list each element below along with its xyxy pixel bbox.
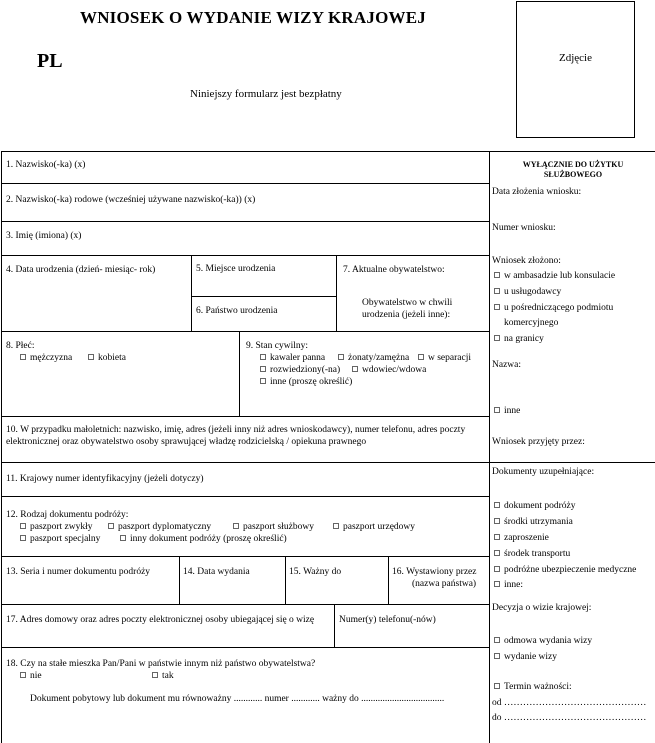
service-doc-insurance[interactable]: podróżne ubezpieczenie medyczne	[494, 564, 636, 576]
service-dec-issued[interactable]: wydanie wizy	[494, 651, 557, 663]
civil-separated-option[interactable]: w separacji	[418, 352, 471, 364]
checkbox-icon[interactable]	[20, 523, 26, 529]
application-form	[1, 151, 655, 743]
service-doc-transport[interactable]: środek transportu	[494, 548, 570, 560]
field-national-id[interactable]: 11. Krajowy numer identyfikacyjny (jeżeli dotyczy)	[6, 474, 204, 484]
field-place-of-birth[interactable]: 5. Miejsce urodzenia	[196, 264, 276, 274]
checkbox-icon[interactable]	[88, 354, 94, 360]
service-validity-to[interactable]: do ………………………………………	[492, 713, 647, 723]
doc-diplomatic-passport-option[interactable]: paszport dyplomatyczny	[108, 521, 211, 533]
checkbox-icon[interactable]	[494, 637, 500, 643]
service-sub-embassy[interactable]: w ambasadzie lub konsulacie	[494, 270, 615, 282]
service-heading-2: SŁUŻBOWEGO	[543, 170, 603, 179]
residence-no-option[interactable]: nie	[20, 670, 42, 682]
checkbox-icon[interactable]	[260, 366, 266, 372]
service-docs-label: Dokumenty uzupełniające:	[492, 467, 595, 477]
checkbox-icon[interactable]	[260, 378, 266, 384]
field-issued-by[interactable]: 16. Wystawiony przez	[392, 567, 477, 577]
field-nationality-at-birth-label-2: urodzenia (jeżeli inne):	[362, 310, 451, 320]
checkbox-icon[interactable]	[494, 581, 500, 587]
service-name-label: Nazwa:	[492, 360, 522, 370]
field-date-of-birth[interactable]: 4. Data urodzenia (dzień- miesiąc- rok)	[6, 265, 156, 275]
field-travel-document-type: 12. Rodzaj dokumentu podróży:	[6, 510, 129, 520]
field-civil-status: 9. Stan cywilny:	[246, 341, 309, 351]
form-title: WNIOSEK O WYDANIE WIZY KRAJOWEJ	[80, 8, 426, 27]
field-sex: 8. Płeć:	[6, 341, 35, 351]
field-home-address[interactable]: 17. Adres domowy oraz adres poczty elektronicznej osoby ubiegającej się o wizę	[6, 615, 315, 625]
checkbox-icon[interactable]	[338, 354, 344, 360]
checkbox-icon[interactable]	[333, 523, 339, 529]
civil-married-option[interactable]: żonaty/zamężna	[338, 352, 409, 364]
service-decision-label: Decyzja o wizie krajowej:	[492, 603, 592, 613]
service-sub-other[interactable]: inne	[494, 405, 520, 417]
checkbox-icon[interactable]	[108, 523, 114, 529]
service-validity-from[interactable]: od ………………………………………	[492, 698, 647, 708]
checkbox-icon[interactable]	[494, 304, 500, 310]
residence-yes-option[interactable]: tak	[152, 670, 174, 682]
doc-service-passport-option[interactable]: paszport służbowy	[233, 521, 314, 533]
service-sub-border[interactable]: na granicy	[494, 333, 544, 345]
checkbox-icon[interactable]	[352, 366, 358, 372]
service-sub-provider[interactable]: u usługodawcy	[494, 286, 561, 298]
field-phone-numbers[interactable]: Numer(y) telefonu(-nów)	[339, 615, 436, 625]
checkbox-icon[interactable]	[494, 288, 500, 294]
civil-other-option[interactable]: inne (proszę określić)	[260, 376, 352, 388]
checkbox-icon[interactable]	[494, 566, 500, 572]
checkbox-icon[interactable]	[152, 672, 158, 678]
checkbox-icon[interactable]	[418, 354, 424, 360]
field-residence-permit[interactable]: Dokument pobytowy lub dokument mu równoważny ............ numer ............ ważny do ...................................	[30, 694, 445, 704]
service-doc-means[interactable]: środki utrzymania	[494, 516, 573, 528]
civil-divorced-option[interactable]: rozwiedziony(-na)	[260, 364, 340, 376]
service-number-label: Numer wniosku:	[492, 223, 556, 233]
service-heading-1: WYŁĄCZNIE DO UŻYTKU	[522, 160, 624, 169]
doc-other-option[interactable]: inny dokument podróży (proszę określić)	[120, 533, 287, 545]
field-country-of-birth[interactable]: 6. Państwo urodzenia	[196, 306, 278, 316]
service-date-label: Data złożenia wniosku:	[492, 187, 582, 197]
doc-special-passport-option[interactable]: paszport specjalny	[20, 533, 100, 545]
service-received-label: Wniosek przyjęty przez:	[492, 437, 585, 447]
field-issued-by-sublabel: (nazwa państwa)	[412, 579, 477, 589]
checkbox-icon[interactable]	[494, 683, 500, 689]
field-birth-surname[interactable]: 2. Nazwisko(-ka) rodowe (wcześniej używane nazwisko(-ka)) (x)	[6, 195, 256, 205]
service-sub-intermediary[interactable]: u pośredniczącego podmiotu	[494, 302, 613, 314]
doc-ordinary-passport-option[interactable]: paszport zwykły	[20, 521, 93, 533]
checkbox-icon[interactable]	[20, 672, 26, 678]
sex-male-option[interactable]: mężczyzna	[20, 352, 72, 364]
checkbox-icon[interactable]	[260, 354, 266, 360]
field-first-names[interactable]: 3. Imię (imiona) (x)	[6, 231, 82, 241]
field-nationality-at-birth-label-1: Obywatelstwo w chwili	[362, 298, 453, 308]
checkbox-icon[interactable]	[494, 653, 500, 659]
checkbox-icon[interactable]	[20, 535, 26, 541]
service-doc-travel[interactable]: dokument podróży	[494, 500, 576, 512]
service-submitted-label: Wniosek złożono:	[492, 256, 561, 266]
country-code: PL	[37, 50, 63, 72]
checkbox-icon[interactable]	[494, 272, 500, 278]
checkbox-icon[interactable]	[494, 407, 500, 413]
sex-female-option[interactable]: kobieta	[88, 352, 126, 364]
doc-official-passport-option[interactable]: paszport urzędowy	[333, 521, 415, 533]
field-valid-until[interactable]: 15. Ważny do	[289, 567, 342, 577]
civil-widowed-option[interactable]: wdowiec/wdowa	[352, 364, 426, 376]
checkbox-icon[interactable]	[494, 534, 500, 540]
service-doc-invitation[interactable]: zaproszenie	[494, 532, 549, 544]
checkbox-icon[interactable]	[233, 523, 239, 529]
form-subtitle: Niniejszy formularz jest bezpłatny	[190, 88, 342, 100]
checkbox-icon[interactable]	[494, 518, 500, 524]
field-date-of-issue[interactable]: 14. Data wydania	[183, 567, 250, 577]
field-nationality[interactable]: 7. Aktualne obywatelstwo:	[343, 265, 445, 275]
checkbox-icon[interactable]	[20, 354, 26, 360]
photo-box	[516, 1, 635, 138]
checkbox-icon[interactable]	[494, 335, 500, 341]
checkbox-icon[interactable]	[494, 550, 500, 556]
field-minor-guardian[interactable]: 10. W przypadku małoletnich: nazwisko, imię, adres (jeżeli inny niż adres wnioskodawcy), numer telefonu, adres poczty elektronicznej oraz obywatelstwo osoby sprawującej władzę rodzicielską / opiekuna prawnego	[6, 425, 466, 447]
checkbox-icon[interactable]	[120, 535, 126, 541]
field-surname[interactable]: 1. Nazwisko(-ka) (x)	[6, 160, 86, 170]
photo-label: Zdjęcie	[559, 52, 592, 64]
field-residence-other-country: 18. Czy na stałe mieszka Pan/Pani w państwie innym niż państwo obywatelstwa?	[6, 659, 316, 669]
service-validity-label[interactable]: Termin ważności:	[494, 681, 572, 693]
civil-single-option[interactable]: kawaler panna	[260, 352, 325, 364]
field-document-number[interactable]: 13. Seria i numer dokumentu podróży	[6, 567, 151, 577]
service-dec-refused[interactable]: odmowa wydania wizy	[494, 635, 592, 647]
checkbox-icon[interactable]	[494, 502, 500, 508]
service-sub-intermediary-2: komercyjnego	[504, 318, 559, 328]
service-doc-other[interactable]: inne:	[494, 579, 523, 591]
